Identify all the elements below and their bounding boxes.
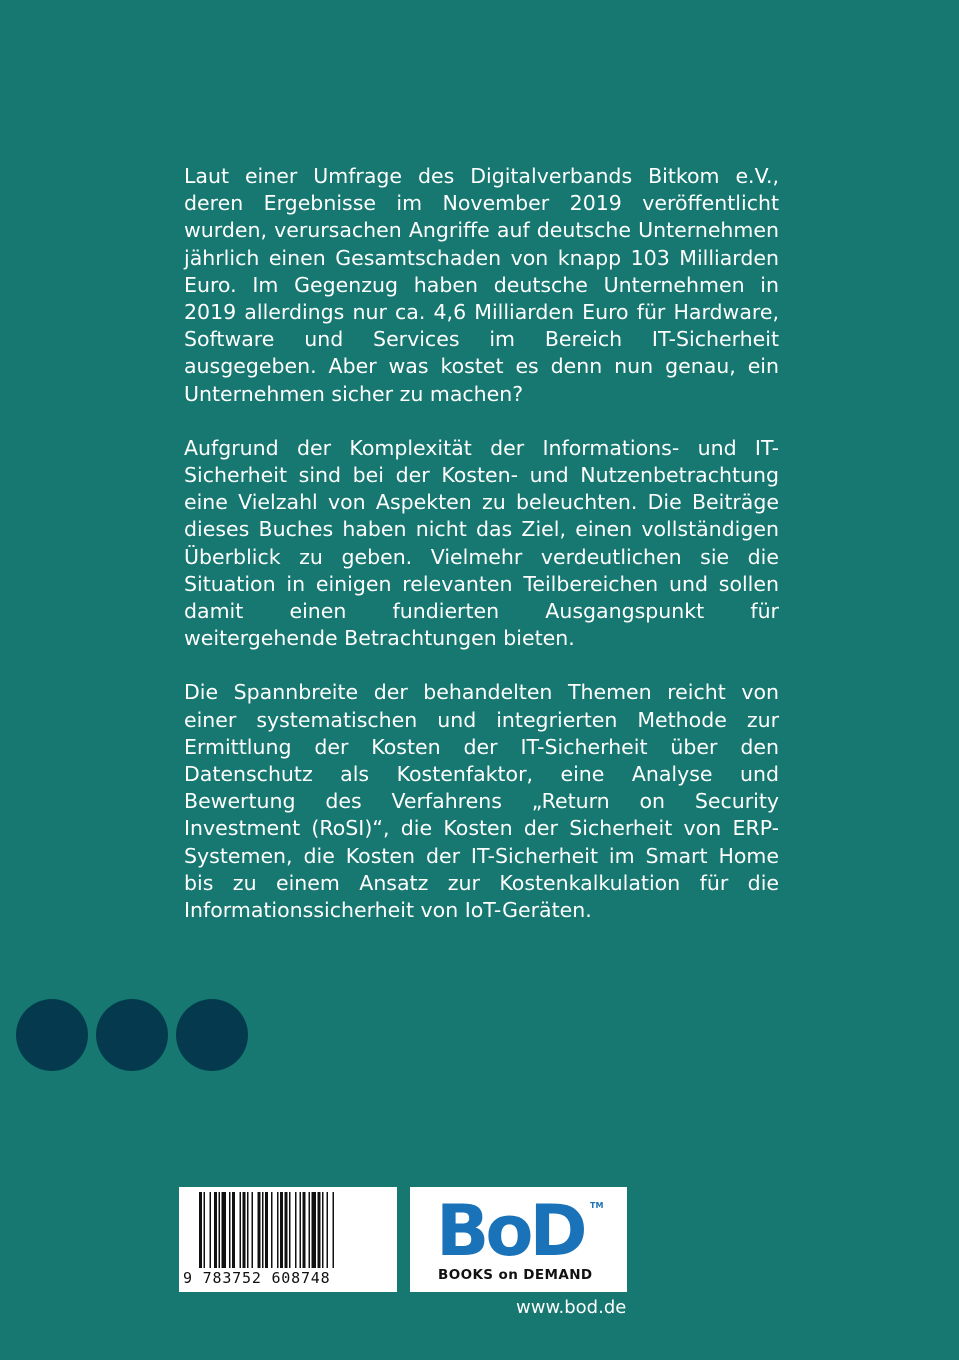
publisher-tagline: BOOKS on DEMAND: [438, 1267, 593, 1283]
isbn-barcode: [179, 1187, 397, 1292]
back-cover-text: [184, 163, 779, 951]
barcode-digits: 9 783752 608748: [183, 1269, 331, 1287]
dot-3: [176, 999, 248, 1071]
bod-logo-text: BoD: [436, 1190, 584, 1272]
paragraph-3: Die Spannbreite der behandelten Themen reicht von einer systematischen und integrierten Methode zur Ermittlung der Kosten der IT-Sicherheit über den Datenschutz als Kostenfaktor, eine Analyse und Bewertung des Verfahrens „Return on Security Investment (RoSI)“, die Kosten der Sicherheit von ERP-Systemen, die Kosten der IT-Sicherheit im Smart Home bis zu einem Ansatz zur Kostenkalkulation für die Informationssicherheit von IoT-Geräten.: [184, 680, 779, 923]
publisher-url[interactable]: www.bod.de: [516, 1297, 627, 1318]
publisher-logo: [410, 1187, 627, 1292]
dot-1: [16, 999, 88, 1071]
paragraph-1: Laut einer Umfrage des Digitalverbands Bitkom e.V., deren Ergebnisse im November 2019 veröffentlicht wurden, verursachen Angriffe auf deutsche Unternehmen jährlich einen Gesamtschaden von knapp 103 Milliarden Euro. Im Gegenzug haben deutsche Unternehmen in 2019 allerdings nur ca. 4,6 Milliarden Euro für Hardware, Software und Services im Bereich IT-Sicherheit ausgegeben. Aber was kostet es denn nun genau, ein Unternehmen sicher zu machen?: [184, 164, 779, 406]
decorative-dots: [16, 999, 248, 1071]
dot-2: [96, 999, 168, 1071]
paragraph-2: Aufgrund der Komplexität der Informations- und IT-Sicherheit sind bei der Kosten- und Nutzenbetrachtung eine Vielzahl von Aspekten zu beleuchten. Die Beiträge dieses Buches haben nicht das Ziel, einen vollständigen Überblick zu geben. Vielmehr verdeutlichen sie die Situation in einigen relevanten Teilbereichen und sollen damit einen fundierten Ausgangspunkt für weitergehende Betrachtungen bieten.: [184, 435, 779, 651]
trademark: TM: [590, 1201, 604, 1210]
barcode-bars: [199, 1192, 379, 1272]
